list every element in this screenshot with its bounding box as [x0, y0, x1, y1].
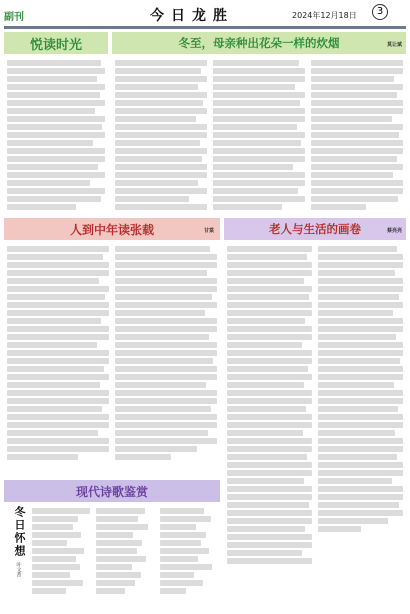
paper-title: 今日龙胜	[150, 8, 234, 24]
page-number: 3	[372, 4, 388, 20]
article-laoren-body	[224, 240, 406, 570]
issue-date: 2024年12月18日	[292, 11, 357, 20]
article-yuedu	[4, 32, 108, 214]
article-laoren-title: 老人与生活的画卷	[269, 222, 361, 236]
poem-title: 冬日怀想	[13, 506, 26, 558]
masthead-rule	[4, 26, 406, 29]
article-dongzhi	[112, 32, 406, 214]
poetry-section-title: 现代诗歌鉴赏	[75, 484, 148, 499]
section-tag: 副刊	[4, 12, 24, 23]
article-dongzhi-header	[112, 32, 406, 54]
article-zhangzai-author: 甘棠	[203, 228, 214, 234]
poem-title-block	[6, 506, 32, 606]
article-laoren	[224, 218, 406, 606]
article-laoren-author: 蔡亮亮	[386, 228, 402, 234]
poetry-header	[4, 480, 220, 502]
article-zhangzai-title: 人到中年读张载	[69, 222, 154, 237]
article-yuedu-header	[4, 32, 108, 54]
article-zhangzai-body	[4, 240, 220, 466]
poetry-section	[4, 480, 220, 608]
article-laoren-header	[224, 218, 406, 240]
poem-author: 叶文菁	[15, 562, 22, 577]
article-dongzhi-title: 冬至，母亲种出花朵一样的炊烟	[178, 36, 340, 50]
article-dongzhi-body	[112, 54, 406, 214]
article-zhangzai	[4, 218, 220, 476]
article-zhangzai-header	[4, 218, 220, 240]
article-yuedu-title: 悦读时光	[29, 37, 82, 53]
masthead	[0, 0, 410, 34]
article-dongzhi-author: 莫让斌	[386, 42, 402, 48]
article-yuedu-body	[4, 54, 108, 214]
poetry-body	[4, 502, 220, 608]
